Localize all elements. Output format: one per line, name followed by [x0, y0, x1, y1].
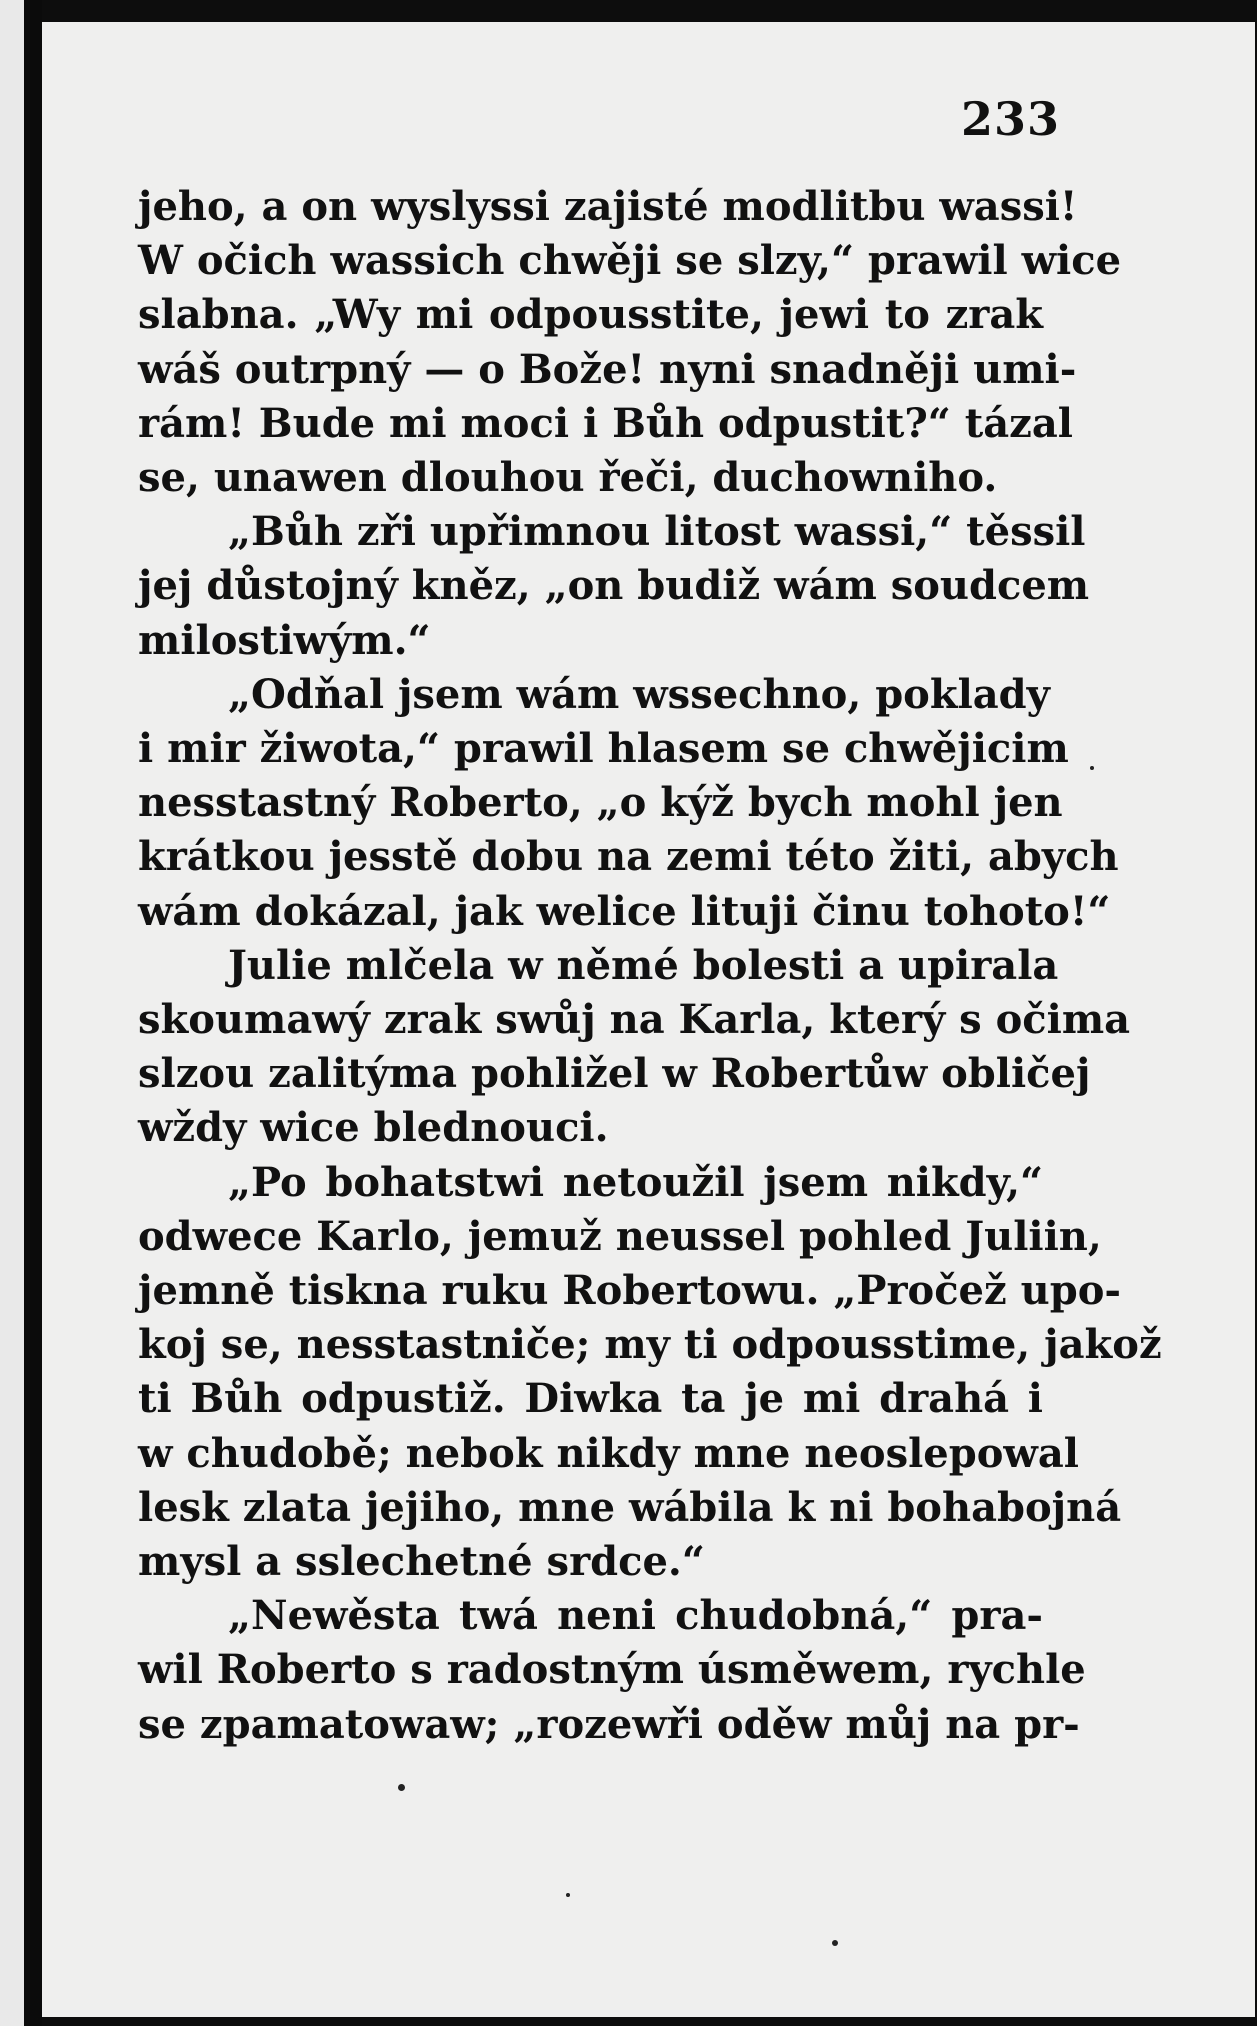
text-line: odwece Karlo, jemuž neussel pohled Juliin, [138, 1212, 1102, 1260]
text-line: wáš outrpný — o Bože! nyni snadněji umi- [138, 345, 1077, 393]
text-line: W očich wassich chwěji se slzy,“ prawil wice [138, 237, 1122, 285]
text-line: se, unawen dlouhou řeči, duchowniho. [138, 454, 998, 502]
text-line: wždy wice blednouci. [138, 1104, 609, 1152]
text-line: slabna. „Wy mi odpousstite, jewi to zrak [138, 291, 1043, 339]
text-line: w chudobě; nebok nikdy mne neoslepowal [138, 1429, 1079, 1477]
text-line: jeho, a on wyslyssi zajisté modlitbu wassi! [138, 183, 1078, 230]
text-line: Julie mlčela w němé bolesti a upirala [228, 941, 1059, 989]
text-line: se zpamatowaw; „rozewři oděw můj na pr- [138, 1700, 1080, 1748]
text-line: wám dokázal, jak welice lituji činu tohoto!“ [138, 887, 1111, 935]
body-text [138, 180, 1162, 1752]
page-number: 233 [960, 92, 1060, 146]
text-line: wil Roberto s radostným úsměwem, rychle [138, 1646, 1086, 1694]
text-line: „Odňal jsem wám wssechno, poklady [228, 670, 1050, 718]
text-line: nesstastný Roberto, „o kýž bych mohl jen [138, 779, 1063, 827]
paper-speck [566, 1893, 570, 1897]
text-line: „Newěsta twá neni chudobná,“ pra- [228, 1592, 1043, 1640]
text-line: rám! Bude mi moci i Bůh odpustit?“ tázal [138, 399, 1073, 447]
text-line: jej důstojný kněz, „on budiž wám soudcem [138, 562, 1090, 610]
binding-shadow [24, 0, 42, 2026]
paper-speck [832, 1940, 838, 1946]
text-line: lesk zlata jejiho, mne wábila k ni bohabojná [138, 1483, 1122, 1531]
text-line: skoumawý zrak swůj na Karla, který s očima [138, 996, 1131, 1044]
text-line: mysl a sslechetné srdce.“ [138, 1538, 705, 1586]
paper-speck [1090, 766, 1094, 770]
text-line: jemně tiskna ruku Robertowu. „Pročež upo- [138, 1267, 1121, 1315]
text-line: milostiwým.“ [138, 616, 431, 664]
text-line: i mir žiwota,“ prawil hlasem se chwějicim [138, 725, 1069, 773]
text-line: slzou zalitýma pohližel w Robertůw obličej [138, 1050, 1091, 1098]
text-line: „Po bohatstwi netoužil jsem nikdy,“ [228, 1158, 1043, 1206]
text-line: koj se, nesstastniče; my ti odpousstime, jakož [138, 1321, 1162, 1369]
adjacent-page-edge [0, 0, 24, 2026]
text-line: krátkou jesstě dobu na zemi této žiti, abych [138, 833, 1119, 881]
paper-speck [398, 1784, 405, 1791]
text-line: ti Bůh odpustiž. Diwka ta je mi drahá i [138, 1375, 1043, 1423]
text-line: „Bůh zři upřimnou litost wassi,“ těssil [228, 508, 1086, 556]
